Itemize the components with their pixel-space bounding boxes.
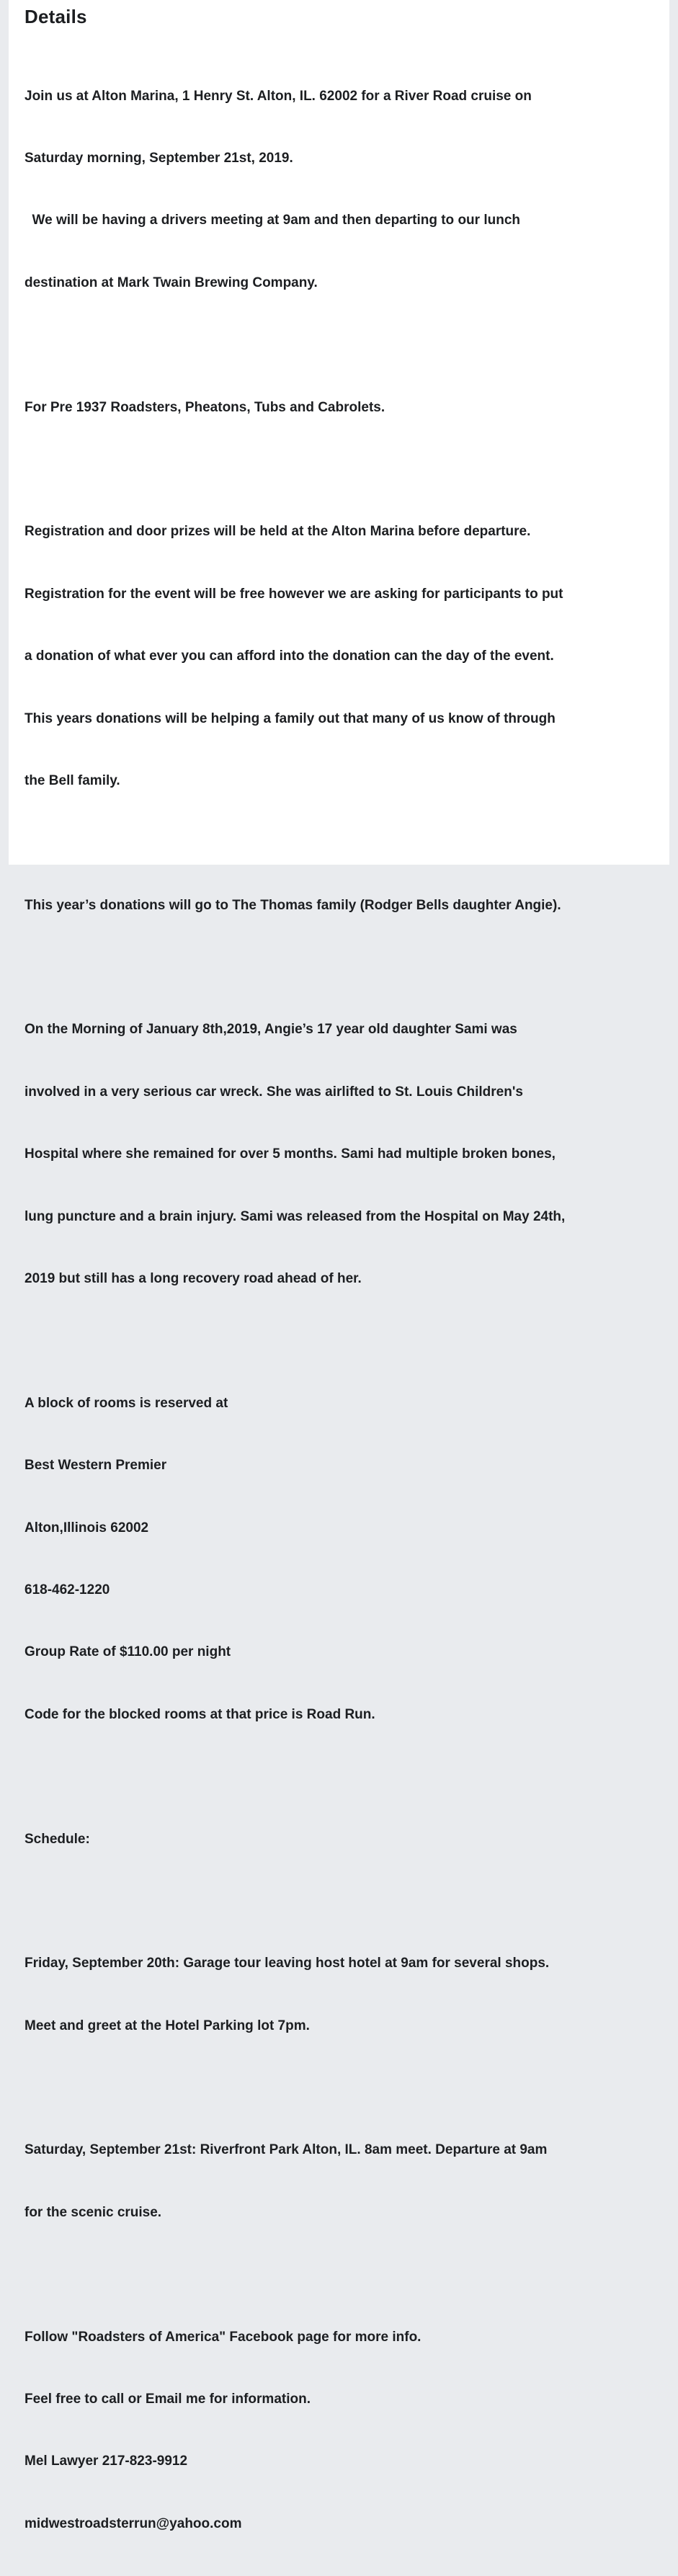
text-line: Alton,Illinois 62002 bbox=[24, 1520, 149, 1536]
text-line: Join us at Alton Marina, 1 Henry St. Alton, IL. 62002 for a River Road cruise on bbox=[24, 88, 532, 104]
text-line: This year’s donations will go to The Thomas family (Rodger Bells daughter Angie). bbox=[24, 897, 561, 913]
text-line: the Bell family. bbox=[24, 772, 120, 788]
text-line: Follow "Roadsters of America" Facebook page for more info. bbox=[24, 2329, 421, 2345]
text-line bbox=[24, 1891, 669, 1912]
text-line: for the scenic cruise. bbox=[24, 2204, 162, 2220]
text-line: On the Morning of January 8th,2019, Angie’s 17 year old daughter Sami was bbox=[24, 1022, 517, 1038]
details-card bbox=[9, 0, 669, 2531]
text-line: Schedule: bbox=[24, 1831, 90, 1847]
text-line bbox=[24, 335, 669, 356]
text-line: involved in a very serious car wreck. She was airlifted to St. Louis Children's bbox=[24, 1084, 523, 1100]
text-line bbox=[24, 460, 669, 481]
contact-phone[interactable]: Mel Lawyer 217-823-9912 bbox=[24, 2454, 188, 2469]
text-line: Hospital where she remained for over 5 months. Sami had multiple broken bones, bbox=[24, 1146, 556, 1162]
text-line bbox=[24, 1767, 669, 1788]
text-line: This years donations will be helping a family out that many of us know of through bbox=[24, 710, 556, 726]
text-line bbox=[24, 1331, 669, 1352]
text-line: Saturday, September 21st: Riverfront Park Alton, IL. 8am meet. Departure at 9am bbox=[24, 2142, 548, 2158]
text-line: We will be having a drivers meeting at 9am and then departing to our lunch bbox=[24, 213, 520, 228]
text-line: Saturday morning, September 21st, 2019. bbox=[24, 150, 293, 166]
text-line: Group Rate of $110.00 per night bbox=[24, 1644, 231, 1660]
text-line: Best Western Premier bbox=[24, 1458, 167, 1474]
phone-number[interactable]: 618-462-1220 bbox=[24, 1582, 110, 1597]
text-line: A block of rooms is reserved at bbox=[24, 1395, 228, 1411]
text-line: 2019 but still has a long recovery road ahead of her. bbox=[24, 1271, 362, 1287]
text-line: Friday, September 20th: Garage tour leaving host hotel at 9am for several shops. bbox=[24, 1956, 550, 1971]
text-line: a donation of what ever you can afford into the donation can the day of the event. bbox=[24, 649, 554, 664]
text-line: Registration and door prizes will be held at the Alton Marina before departure. bbox=[24, 524, 531, 540]
text-line: Meet and greet at the Hotel Parking lot 7pm. bbox=[24, 2018, 310, 2033]
text-line bbox=[24, 2265, 669, 2286]
text-line: Feel free to call or Email me for information. bbox=[24, 2392, 311, 2407]
text-line bbox=[24, 833, 669, 854]
text-line: Registration for the event will be free however we are asking for participants to put bbox=[24, 586, 563, 602]
text-line: Code for the blocked rooms at that price is Road Run. bbox=[24, 1706, 375, 1722]
text-line bbox=[24, 958, 669, 979]
text-line: destination at Mark Twain Brewing Company. bbox=[24, 275, 318, 290]
section-title: Details bbox=[24, 6, 87, 27]
contact-email[interactable]: midwestroadsterrun@yahoo.com bbox=[24, 2515, 242, 2531]
text-line: For Pre 1937 Roadsters, Pheatons, Tubs and Cabrolets. bbox=[24, 399, 385, 415]
text-line bbox=[24, 2078, 669, 2099]
details-body bbox=[24, 45, 669, 2576]
text-line: lung puncture and a brain injury. Sami was released from the Hospital on May 24th, bbox=[24, 1208, 566, 1224]
